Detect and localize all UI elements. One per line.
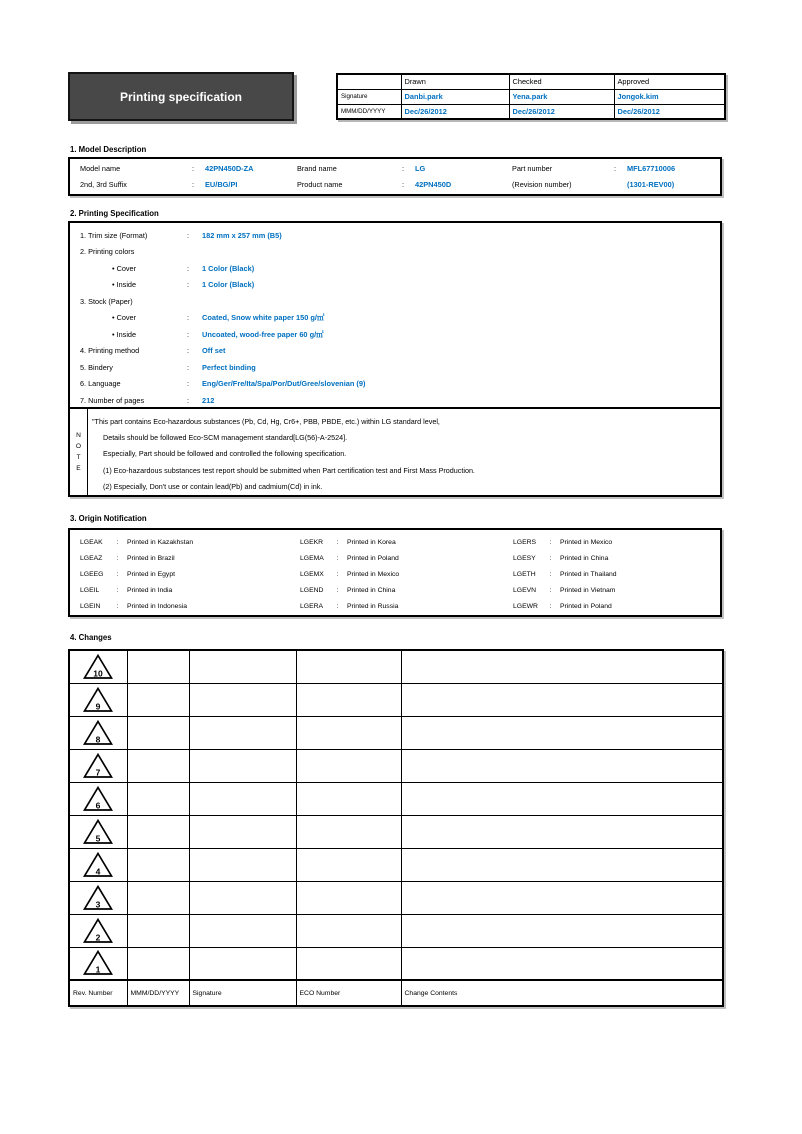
- colon: :: [187, 263, 190, 273]
- field-label: Brand name: [297, 164, 337, 174]
- origin-place: Printed in China: [560, 554, 609, 562]
- note-line: (1) Eco-hazardous substances test report should be submitted when Part certification test and First Mass Production.: [103, 465, 475, 475]
- note-line: Details should be followed Eco-SCM management standard[LG(56)-A-2524].: [103, 433, 348, 443]
- origin-place: Printed in Poland: [347, 554, 399, 562]
- origin-code: LGEIN: [80, 602, 101, 610]
- date-cell: [127, 815, 189, 848]
- date-cell: [127, 848, 189, 881]
- change-row: [69, 716, 723, 749]
- colon: :: [549, 538, 552, 546]
- note-line: "This part contains Eco-hazardous substances (Pb, Cd, Hg, Cr6+, PBB, PBDE, etc.) within LG standard level,: [92, 417, 440, 426]
- eco-number-cell: [296, 782, 401, 815]
- revision-number: 1: [95, 964, 101, 975]
- origin-place: Printed in India: [127, 586, 173, 594]
- origin-column: [70, 534, 300, 614]
- colon: :: [549, 554, 552, 562]
- origin-entry: [513, 582, 720, 598]
- eco-number-cell: [296, 716, 401, 749]
- colon: :: [116, 570, 119, 578]
- signature-cell: [189, 848, 296, 881]
- eco-number-cell: [296, 815, 401, 848]
- spec-value: Coated, Snow white paper 150 g/㎡: [202, 313, 325, 323]
- eco-number-cell: [296, 947, 401, 980]
- date-cell: [127, 782, 189, 815]
- change-contents-cell: [401, 848, 723, 881]
- change-contents-cell: [401, 683, 723, 716]
- change-row: [69, 815, 723, 848]
- revision-triangle-icon: [83, 918, 113, 944]
- revision-triangle-icon: [83, 819, 113, 845]
- spec-label: • Cover: [112, 263, 137, 273]
- spec-row: [70, 376, 720, 393]
- revision-triangle-icon: [83, 654, 113, 680]
- revision-number: 9: [95, 701, 101, 711]
- approved-header: Approved: [614, 74, 725, 89]
- model-row: [70, 161, 720, 176]
- origin-entry: [513, 550, 720, 566]
- origin-code: LGERA: [300, 602, 324, 610]
- checked-signature: Yena.park: [509, 89, 614, 104]
- printing-specification-box: [68, 221, 722, 497]
- origin-code: LGEEG: [80, 570, 104, 578]
- origin-code: LGEAZ: [80, 554, 103, 562]
- origin-code: LGEVN: [513, 586, 537, 594]
- change-contents-cell: [401, 914, 723, 947]
- revision-triangle-icon: [83, 852, 113, 878]
- signature-cell: [189, 947, 296, 980]
- origin-place: Printed in Indonesia: [127, 602, 188, 610]
- origin-place: Printed in Vietnam: [560, 586, 616, 594]
- colon: :: [336, 538, 339, 546]
- checked-date: Dec/26/2012: [509, 104, 614, 119]
- signature-cell: [189, 716, 296, 749]
- origin-entry: [300, 534, 513, 550]
- spec-row: [70, 277, 720, 294]
- eco-number-cell: [296, 683, 401, 716]
- field-label: 2nd, 3rd Suffix: [80, 179, 127, 189]
- date-cell: [127, 947, 189, 980]
- revision-mark-cell: [69, 650, 127, 683]
- change-row: [69, 782, 723, 815]
- changes-heading: 4. Changes: [70, 633, 112, 642]
- origin-code: LGESY: [513, 554, 536, 562]
- spec-row: [70, 392, 720, 409]
- origin-place: Printed in Brazil: [127, 554, 175, 562]
- spec-label: 5. Bindery: [80, 362, 113, 372]
- spec-label: 7. Number of pages: [80, 395, 145, 405]
- revision-number: 2: [95, 932, 101, 942]
- spec-label: • Inside: [112, 280, 137, 290]
- revision-mark-cell: [69, 914, 127, 947]
- change-row: [69, 848, 723, 881]
- signature-table: [336, 73, 726, 120]
- revision-mark-cell: [69, 749, 127, 782]
- field-value: (1301-REV00): [627, 179, 675, 189]
- origin-entry: [70, 598, 300, 614]
- spec-label: 6. Language: [80, 379, 121, 389]
- field-label: Part number: [512, 164, 553, 174]
- date-header: MMM/DD/YYYY: [127, 980, 189, 1006]
- origin-place: Printed in Mexico: [347, 570, 400, 578]
- date-cell: [127, 749, 189, 782]
- colon: :: [187, 362, 190, 372]
- revision-mark-cell: [69, 782, 127, 815]
- signature-cell: [189, 683, 296, 716]
- spec-value: 1 Color (Black): [202, 280, 255, 290]
- colon: :: [402, 164, 405, 174]
- model-field: [512, 180, 720, 189]
- colon: :: [336, 554, 339, 562]
- revision-mark-cell: [69, 716, 127, 749]
- origin-entry: [300, 598, 513, 614]
- spec-rows: [70, 223, 720, 409]
- origin-column: [300, 534, 513, 614]
- model-field: [70, 164, 297, 173]
- revision-number: 8: [95, 734, 101, 744]
- model-field: [297, 180, 512, 189]
- origin-notification-heading: 3. Origin Notification: [70, 514, 147, 523]
- model-row: [70, 177, 720, 192]
- spec-label: • Cover: [112, 313, 137, 323]
- field-value: MFL67710006: [627, 164, 676, 174]
- drawn-signature: Danbi.park: [401, 89, 509, 104]
- approved-date: Dec/26/2012: [614, 104, 725, 119]
- origin-place: Printed in China: [347, 586, 396, 594]
- note-label-column: [70, 409, 88, 495]
- eco-number-cell: [296, 881, 401, 914]
- revision-triangle-icon: [83, 950, 113, 976]
- origin-entry: [70, 566, 300, 582]
- origin-place: Printed in Kazakhstan: [127, 538, 194, 546]
- checked-header: Checked: [509, 74, 614, 89]
- change-contents-cell: [401, 749, 723, 782]
- colon: :: [187, 280, 190, 290]
- origin-entry: [513, 534, 720, 550]
- note-line: Especially, Part should be followed and controlled the following specification.: [103, 449, 347, 459]
- revision-mark-cell: [69, 815, 127, 848]
- date-cell: [127, 683, 189, 716]
- colon: :: [614, 164, 617, 174]
- spec-label: 2. Printing colors: [80, 247, 135, 257]
- change-row: [69, 947, 723, 980]
- colon: :: [336, 570, 339, 578]
- origin-code: LGEWR: [513, 602, 538, 610]
- colon: :: [549, 570, 552, 578]
- signature-cell: [189, 782, 296, 815]
- rev-number-header: Rev. Number: [69, 980, 127, 1006]
- field-value: 42PN450D-ZA: [205, 164, 254, 174]
- spec-row: [70, 293, 720, 310]
- spec-value: Eng/Ger/Fre/Ita/Spa/Por/Dut/Gree/slovenian (9): [202, 379, 366, 389]
- revision-number: 6: [95, 800, 101, 810]
- spec-label: • Inside: [112, 329, 137, 339]
- spec-value: Perfect binding: [202, 362, 256, 372]
- revision-triangle-icon: [83, 687, 113, 713]
- signature-header-row: [337, 74, 725, 89]
- origin-notification-box: [68, 528, 722, 617]
- note-lines: [88, 409, 720, 495]
- eco-number-header: ECO Number: [296, 980, 401, 1006]
- colon: :: [549, 602, 552, 610]
- origin-column: [513, 534, 720, 614]
- origin-code: LGETH: [513, 570, 536, 578]
- signature-cell: [189, 650, 296, 683]
- eco-number-cell: [296, 914, 401, 947]
- revision-number: 4: [95, 866, 101, 876]
- signature-row: [337, 89, 725, 104]
- spec-value: Off set: [202, 346, 226, 356]
- change-row: [69, 683, 723, 716]
- change-contents-cell: [401, 815, 723, 848]
- note-letter: N: [76, 432, 81, 439]
- origin-code: LGEIL: [80, 586, 100, 594]
- spec-row: [70, 326, 720, 343]
- origin-code: LGEMA: [300, 554, 324, 562]
- eco-number-cell: [296, 749, 401, 782]
- revision-triangle-icon: [83, 720, 113, 746]
- colon: :: [187, 329, 190, 339]
- colon: :: [116, 538, 119, 546]
- colon: :: [336, 602, 339, 610]
- colon: :: [187, 346, 190, 356]
- colon: :: [116, 602, 119, 610]
- spec-row: [70, 343, 720, 360]
- revision-number: 7: [95, 767, 101, 777]
- colon: :: [187, 313, 190, 323]
- origin-place: Printed in Poland: [560, 602, 612, 610]
- note-letter: E: [76, 465, 81, 472]
- colon: :: [402, 179, 405, 189]
- change-row: [69, 749, 723, 782]
- origin-code: LGEKR: [300, 538, 324, 546]
- note-section: [70, 409, 720, 495]
- change-row: [69, 914, 723, 947]
- spec-value: 212: [202, 395, 215, 405]
- eco-number-cell: [296, 848, 401, 881]
- signature-cell: [189, 914, 296, 947]
- origin-place: Printed in Thailand: [560, 570, 617, 578]
- change-contents-cell: [401, 650, 723, 683]
- revision-mark-cell: [69, 848, 127, 881]
- model-description-box: [68, 157, 722, 196]
- origin-place: Printed in Mexico: [560, 538, 613, 546]
- document-title: Printing specification: [119, 89, 242, 104]
- revision-triangle-icon: [83, 786, 113, 812]
- spec-label: 4. Printing method: [80, 346, 140, 356]
- origin-entry: [70, 550, 300, 566]
- signature-row-label: Signature: [337, 89, 401, 104]
- spec-row: [70, 310, 720, 327]
- spec-row: [70, 244, 720, 261]
- changes-footer-row: [69, 980, 723, 1006]
- signature-corner-cell: [337, 74, 401, 89]
- colon: :: [187, 395, 190, 405]
- change-contents-header: Change Contents: [401, 980, 723, 1006]
- change-contents-cell: [401, 881, 723, 914]
- note-line: (2) Especially, Don't use or contain lead(Pb) and cadmium(Cd) in ink.: [103, 481, 323, 491]
- signature-cell: [189, 881, 296, 914]
- date-cell: [127, 716, 189, 749]
- revision-number: 10: [93, 668, 103, 679]
- spec-value: Uncoated, wood-free paper 60 g/㎡: [202, 329, 324, 339]
- date-cell: [127, 914, 189, 947]
- spec-label: 3. Stock (Paper): [80, 296, 133, 306]
- revision-number: 5: [95, 833, 101, 843]
- origin-entry: [513, 598, 720, 614]
- approved-signature: Jongok.kim: [614, 89, 725, 104]
- spec-row: [70, 359, 720, 376]
- printing-specification-heading: 2. Printing Specification: [70, 209, 159, 218]
- change-contents-cell: [401, 716, 723, 749]
- model-field: [297, 164, 512, 173]
- colon: :: [187, 230, 190, 240]
- change-contents-cell: [401, 782, 723, 815]
- field-value: EU/BG/PI: [205, 179, 238, 189]
- colon: :: [336, 586, 339, 594]
- spec-value: 182 mm x 257 mm (B5): [202, 230, 282, 240]
- date-cell: [127, 881, 189, 914]
- origin-entry: [513, 566, 720, 582]
- change-contents-cell: [401, 947, 723, 980]
- colon: :: [116, 586, 119, 594]
- signature-cell: [189, 749, 296, 782]
- origin-place: Printed in Korea: [347, 538, 396, 546]
- note-letter: T: [76, 454, 81, 461]
- origin-entry: [70, 534, 300, 550]
- date-row-label: MMM/DD/YYYY: [337, 104, 401, 119]
- field-value: 42PN450D: [415, 179, 452, 189]
- revision-triangle-icon: [83, 885, 113, 911]
- origin-code: LGEMX: [300, 570, 324, 578]
- origin-entry: [300, 566, 513, 582]
- origin-place: Printed in Egypt: [127, 570, 175, 578]
- document-title-box: [68, 72, 294, 121]
- colon: :: [549, 586, 552, 594]
- origin-entry: [300, 550, 513, 566]
- origin-code: LGEND: [300, 586, 324, 594]
- colon: :: [116, 554, 119, 562]
- revision-number: 3: [95, 899, 101, 909]
- model-field: [70, 180, 297, 189]
- change-row: [69, 881, 723, 914]
- origin-code: LGERS: [513, 538, 537, 546]
- field-value: LG: [415, 164, 426, 174]
- date-row: [337, 104, 725, 119]
- change-row: [69, 650, 723, 683]
- colon: :: [192, 164, 195, 174]
- origin-place: Printed in Russia: [347, 602, 399, 610]
- origin-code: LGEAK: [80, 538, 103, 546]
- spec-row: [70, 227, 720, 244]
- model-field: [512, 164, 720, 173]
- drawn-date: Dec/26/2012: [401, 104, 509, 119]
- revision-triangle-icon: [83, 753, 113, 779]
- field-label: Product name: [297, 179, 343, 189]
- changes-table: [68, 649, 724, 1007]
- origin-entry: [70, 582, 300, 598]
- origin-entry: [300, 582, 513, 598]
- signature-header: Signature: [189, 980, 296, 1006]
- date-cell: [127, 650, 189, 683]
- revision-mark-cell: [69, 683, 127, 716]
- eco-number-cell: [296, 650, 401, 683]
- field-label: (Revision number): [512, 179, 572, 189]
- revision-mark-cell: [69, 881, 127, 914]
- model-description-heading: 1. Model Description: [70, 145, 147, 154]
- drawn-header: Drawn: [401, 74, 509, 89]
- note-letter: O: [75, 443, 82, 450]
- colon: :: [187, 379, 190, 389]
- revision-mark-cell: [69, 947, 127, 980]
- spec-row: [70, 260, 720, 277]
- field-label: Model name: [80, 164, 121, 174]
- spec-value: 1 Color (Black): [202, 263, 255, 273]
- signature-cell: [189, 815, 296, 848]
- colon: :: [192, 179, 195, 189]
- spec-label: 1. Trim size (Format): [80, 230, 148, 240]
